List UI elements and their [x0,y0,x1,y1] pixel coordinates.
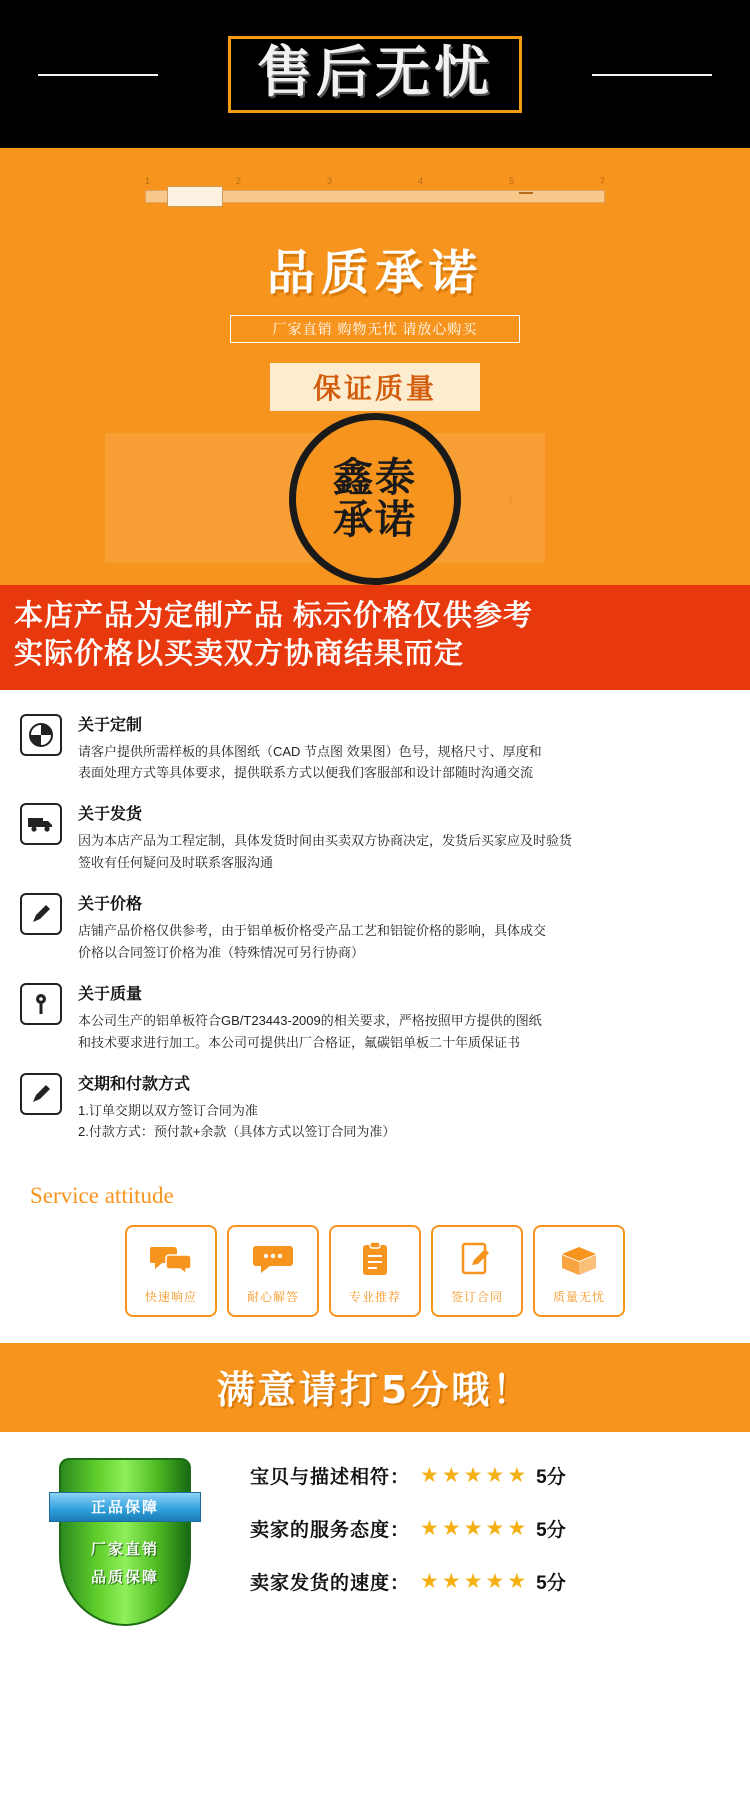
info-line: 店铺产品价格仅供参考，由于铝单板价格受产品工艺和铝锭价格的影响，具体成交 [78,923,547,939]
star-icon: ★ [463,1517,483,1541]
info-paragraph [78,1100,730,1143]
table-row [250,1462,730,1489]
service-icon-row [0,1215,750,1343]
star-icon: ★ [507,1464,527,1488]
star-rating [420,1518,526,1539]
notice-line-1: 本店产品为定制产品 标示价格仅供参考 [14,600,534,632]
list-item [20,1071,730,1143]
info-body [78,981,730,1053]
seal-area [0,425,750,585]
info-body [78,801,730,873]
service-label: 耐心解答 [246,1290,299,1305]
info-line: 因为本店产品为工程定制，具体发货时间由买卖双方协商决定，发货后买家应及时验货 [78,833,573,849]
quality-section [0,148,750,585]
key-icon [20,983,62,1025]
shield-text-line-1: 厂家直销 [90,1540,159,1558]
service-label: 签订合同 [450,1290,503,1305]
shield-text-line-2: 品质保障 [90,1568,159,1586]
star-icon: ★ [441,1570,461,1594]
clipboard-icon [360,1236,390,1282]
marker-icon [20,1073,62,1115]
service-item-quality-assured [533,1225,625,1317]
service-attitude-title: Service attitude [30,1182,174,1208]
info-line: 价格以合同签订价格为准（特殊情况可另行协商） [78,944,365,960]
rating-section [0,1432,750,1654]
star-icon: ★ [485,1517,505,1541]
info-heading: 关于发货 [78,806,143,824]
ruler-slider [167,186,223,207]
price-notice [0,585,750,690]
star-icon: ★ [507,1570,527,1594]
header-title-box [228,36,522,113]
open-box-icon [558,1236,600,1282]
rating-label: 宝贝与描述相符： [250,1467,411,1489]
info-heading: 关于价格 [78,896,143,914]
service-label: 快速响应 [144,1290,197,1305]
service-label: 质量无忧 [552,1290,605,1305]
info-paragraph [78,741,730,784]
info-heading: 关于定制 [78,716,143,734]
rating-banner-text: 满意请打5分哦！ [216,1367,534,1412]
ruler-tick: 5 [508,176,514,186]
ruler-tick: 7 [599,176,605,186]
info-line: 表面处理方式等具体要求，提供联系方式以便我们客服部和设计部随时沟通交流 [78,764,534,780]
list-item [20,891,730,963]
info-line: 1.订单交期以双方签订合同为准 [78,1103,258,1119]
star-icon: ★ [420,1517,439,1541]
info-heading: 交期和付款方式 [78,1076,191,1094]
ruler-graphic [145,176,605,216]
info-line: 请客户提供所需样板的具体图纸（CAD 节点图 效果图）色号，规格尺寸、厚度和 [78,743,542,759]
table-row [250,1515,730,1542]
ruler-dash [519,192,533,194]
shield-ribbon-text: 正品保障 [90,1499,159,1517]
info-line: 本公司生产的铝单板符合GB/T23443-2009的相关要求，严格按照甲方提供的图纸 [78,1013,542,1029]
info-list [0,690,750,1171]
list-item [20,981,730,1053]
service-item-professional-recommend [329,1225,421,1317]
list-item [20,801,730,873]
info-paragraph [78,920,730,963]
info-body [78,712,730,784]
speech-bubbles-icon [150,1236,192,1282]
rating-banner [0,1343,750,1432]
ruler-ticks [145,176,605,186]
star-icon: ★ [463,1570,483,1594]
table-row [250,1568,730,1595]
pie-chart-icon [20,714,62,756]
seal-line-1: 鑫泰 [333,455,417,501]
star-icon: ★ [485,1464,505,1488]
star-icon: ★ [441,1464,461,1488]
contract-pen-icon [460,1236,494,1282]
rating-score: 5分 [536,1467,566,1489]
brand-seal [289,413,461,585]
chat-dots-icon [252,1236,294,1282]
quality-shield-badge [59,1458,191,1626]
star-icon: ★ [463,1464,483,1488]
shield-column [0,1458,250,1626]
ruler-tick: 1 [145,176,151,186]
pen-icon [20,893,62,935]
seal-mark: i [509,495,512,507]
star-icon: ★ [485,1570,505,1594]
seal-line-2: 承诺 [333,497,417,543]
info-line: 签收有任何疑问及时联系客服沟通 [78,854,274,870]
page-title: 售后无忧 [256,39,493,104]
rating-rows [250,1462,750,1621]
ruler-tick: 4 [417,176,423,186]
ruler-tick: 3 [326,176,332,186]
list-item [20,712,730,784]
service-item-sign-contract [431,1225,523,1317]
ruler-tick: 2 [235,176,241,186]
info-line: 2.付款方式：预付款+余款（具体方式以签订合同为准） [78,1124,396,1140]
rating-label: 卖家的服务态度： [250,1520,411,1542]
info-body [78,891,730,963]
star-icon: ★ [420,1570,439,1594]
rating-label: 卖家发货的速度： [250,1573,411,1595]
star-icon: ★ [441,1517,461,1541]
notice-line-2: 实际价格以买卖双方协商结果而定 [14,638,465,671]
header-rule-right [592,74,712,76]
quality-subtitle: 厂家直销 购物无忧 请放心购买 [230,315,520,343]
truck-icon [20,803,62,845]
info-heading: 关于质量 [78,986,143,1004]
info-paragraph [78,830,730,873]
star-icon: ★ [507,1517,527,1541]
quality-title: 品质承诺 [266,245,483,301]
rating-score: 5分 [536,1573,566,1595]
star-icon: ★ [420,1464,439,1488]
info-body [78,1071,730,1143]
quality-guarantee: 保证质量 [270,363,480,411]
service-item-fast-response [125,1225,217,1317]
info-line: 和技术要求进行加工。本公司可提供出厂合格证，氟碳铝单板二十年质保证书 [78,1034,521,1050]
rating-score: 5分 [536,1520,566,1542]
service-label: 专业推荐 [348,1290,401,1305]
header-banner [0,0,750,148]
star-rating [420,1571,526,1592]
info-paragraph [78,1010,730,1053]
service-item-patient-answer [227,1225,319,1317]
header-rule-left [38,74,158,76]
star-rating [420,1465,526,1486]
shield-ribbon [49,1492,201,1522]
